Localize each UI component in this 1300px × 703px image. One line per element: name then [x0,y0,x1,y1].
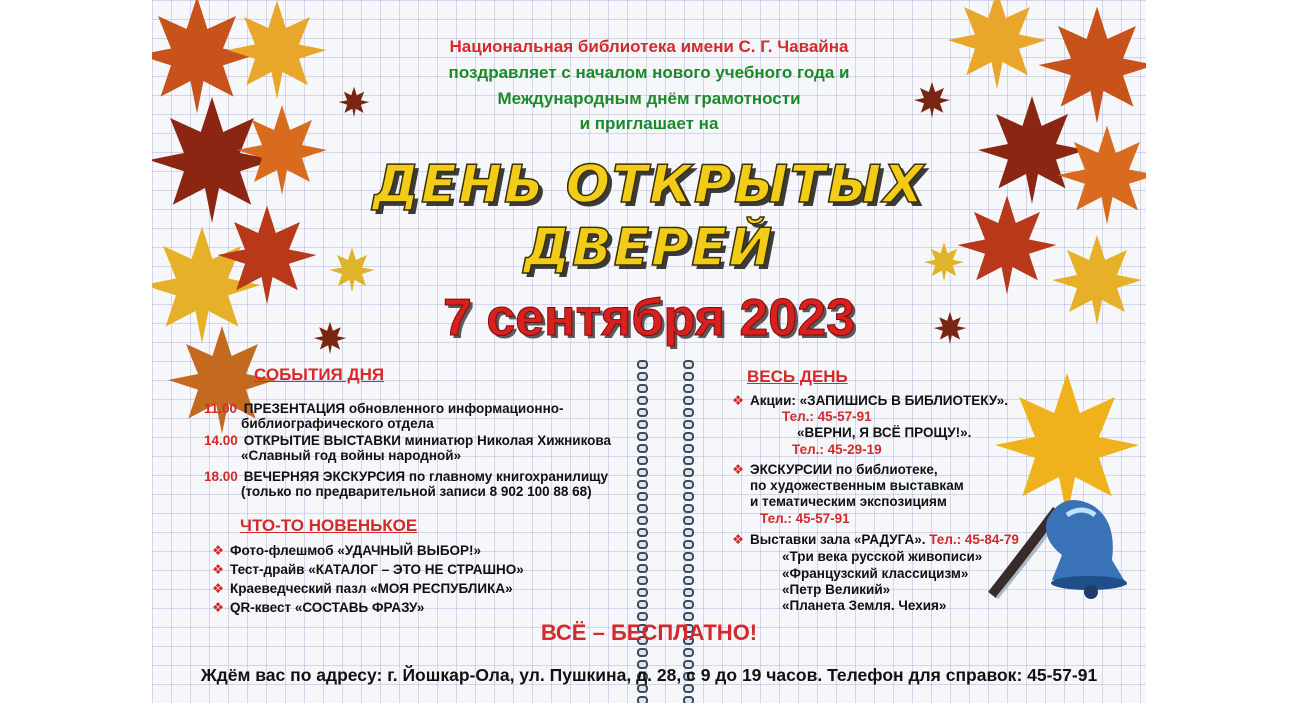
actions-second: «ВЕРНИ, Я ВСЁ ПРОЩУ!». [797,425,972,440]
excursions-text-2: по художественным выставкам [750,478,964,493]
actions-phone-1: Тел.: 45-57-91 [782,409,872,424]
actions-label: Акции: «ЗАПИШИСЬ В БИБЛИОТЕКУ». [750,393,1008,408]
title-line-1: ДЕНЬ ОТКРЫТЫХ [372,155,926,215]
header-literacy-day: Международным днём грамотности [497,89,801,108]
diamond-bullet-icon: ❖ [732,532,745,547]
event-text: ВЕЧЕРНЯЯ ЭКСКУРСИЯ по главному книгохранилищу [243,469,609,484]
actions-phone-2: Тел.: 45-29-19 [792,442,882,457]
list-item-text: QR-квест «СОСТАВЬ ФРАЗУ» [230,600,425,615]
diamond-bullet-icon: ❖ [732,393,745,408]
event-date: 7 сентября 2023 [442,289,856,347]
list-item [212,543,481,558]
spiral-binding-right [683,360,691,703]
exhibition-name: «Петр Великий» [782,582,891,597]
list-item-text: Фото-флешмоб «УДАЧНЫЙ ВЫБОР!» [230,543,482,558]
diamond-bullet-icon: ❖ [212,562,225,577]
event-time: 11.00 [204,401,238,416]
exhibitions-item [732,532,1072,547]
spiral-binding-left [637,360,645,703]
diamond-bullet-icon: ❖ [212,600,225,615]
event-item [204,469,654,499]
diamond-bullet-icon: ❖ [212,581,225,596]
excursions-item [732,462,992,477]
exhibitions-phone: Тел.: 45-84-79 [929,532,1019,547]
excursions-text: ЭКСКУРСИИ по библиотеке, [750,462,938,477]
poster [152,0,1146,703]
free-banner: ВСЁ – БЕСПЛАТНО! [540,620,758,645]
list-item-text: Тест-драйв «КАТАЛОГ – ЭТО НЕ СТРАШНО» [230,562,524,577]
diamond-bullet-icon: ❖ [212,543,225,558]
event-text-cont: «Славный год войны народной» [241,448,462,463]
event-text-cont: (только по предварительной записи 8 902 100 88 68) [241,484,592,499]
exhibition-name: «Планета Земля. Чехия» [782,598,947,613]
header-invites: и приглашает на [579,114,719,133]
list-item [212,581,513,596]
header-congrats: поздравляет с началом нового учебного года и [448,63,850,82]
header-library-name: Национальная библиотека имени С. Г. Чавайна [449,37,849,56]
exhibitions-label: Выставки зала «РАДУГА». [750,532,926,547]
excursions-text-3: и тематическим экспозициям [750,494,947,509]
event-time: 18.00 [204,469,238,484]
new-things-title: ЧТО-ТО НОВЕНЬКОЕ [240,516,418,535]
event-time: 14.00 [204,433,238,448]
event-item [204,433,654,463]
events-day-title: СОБЫТИЯ ДНЯ [254,365,385,384]
all-day-title: ВЕСЬ ДЕНЬ [747,367,848,386]
event-item [204,401,634,431]
diamond-bullet-icon: ❖ [732,462,745,477]
exhibition-name: «Три века русской живописи» [782,549,983,564]
title-line-2: ДВЕРЕЙ [523,218,775,278]
event-text-cont: библиографического отдела [241,416,434,431]
list-item-text: Краеведческий пазл «МОЯ РЕСПУБЛИКА» [230,581,513,596]
list-item [212,600,424,615]
address-line: Ждём вас по адресу: г. Йошкар-Ола, ул. Пушкина, д. 28, с 9 до 19 часов. Телефон для справок: 45-57-91 [200,665,1098,685]
list-item [212,562,524,577]
exhibition-name: «Французский классицизм» [782,566,969,581]
excursions-phone: Тел.: 45-57-91 [760,511,850,526]
actions-item [732,393,1032,408]
event-text: ОТКРЫТИЕ ВЫСТАВКИ миниатюр Николая Хижникова [243,433,612,448]
event-text: ПРЕЗЕНТАЦИЯ обновленного информационно- [243,401,564,416]
